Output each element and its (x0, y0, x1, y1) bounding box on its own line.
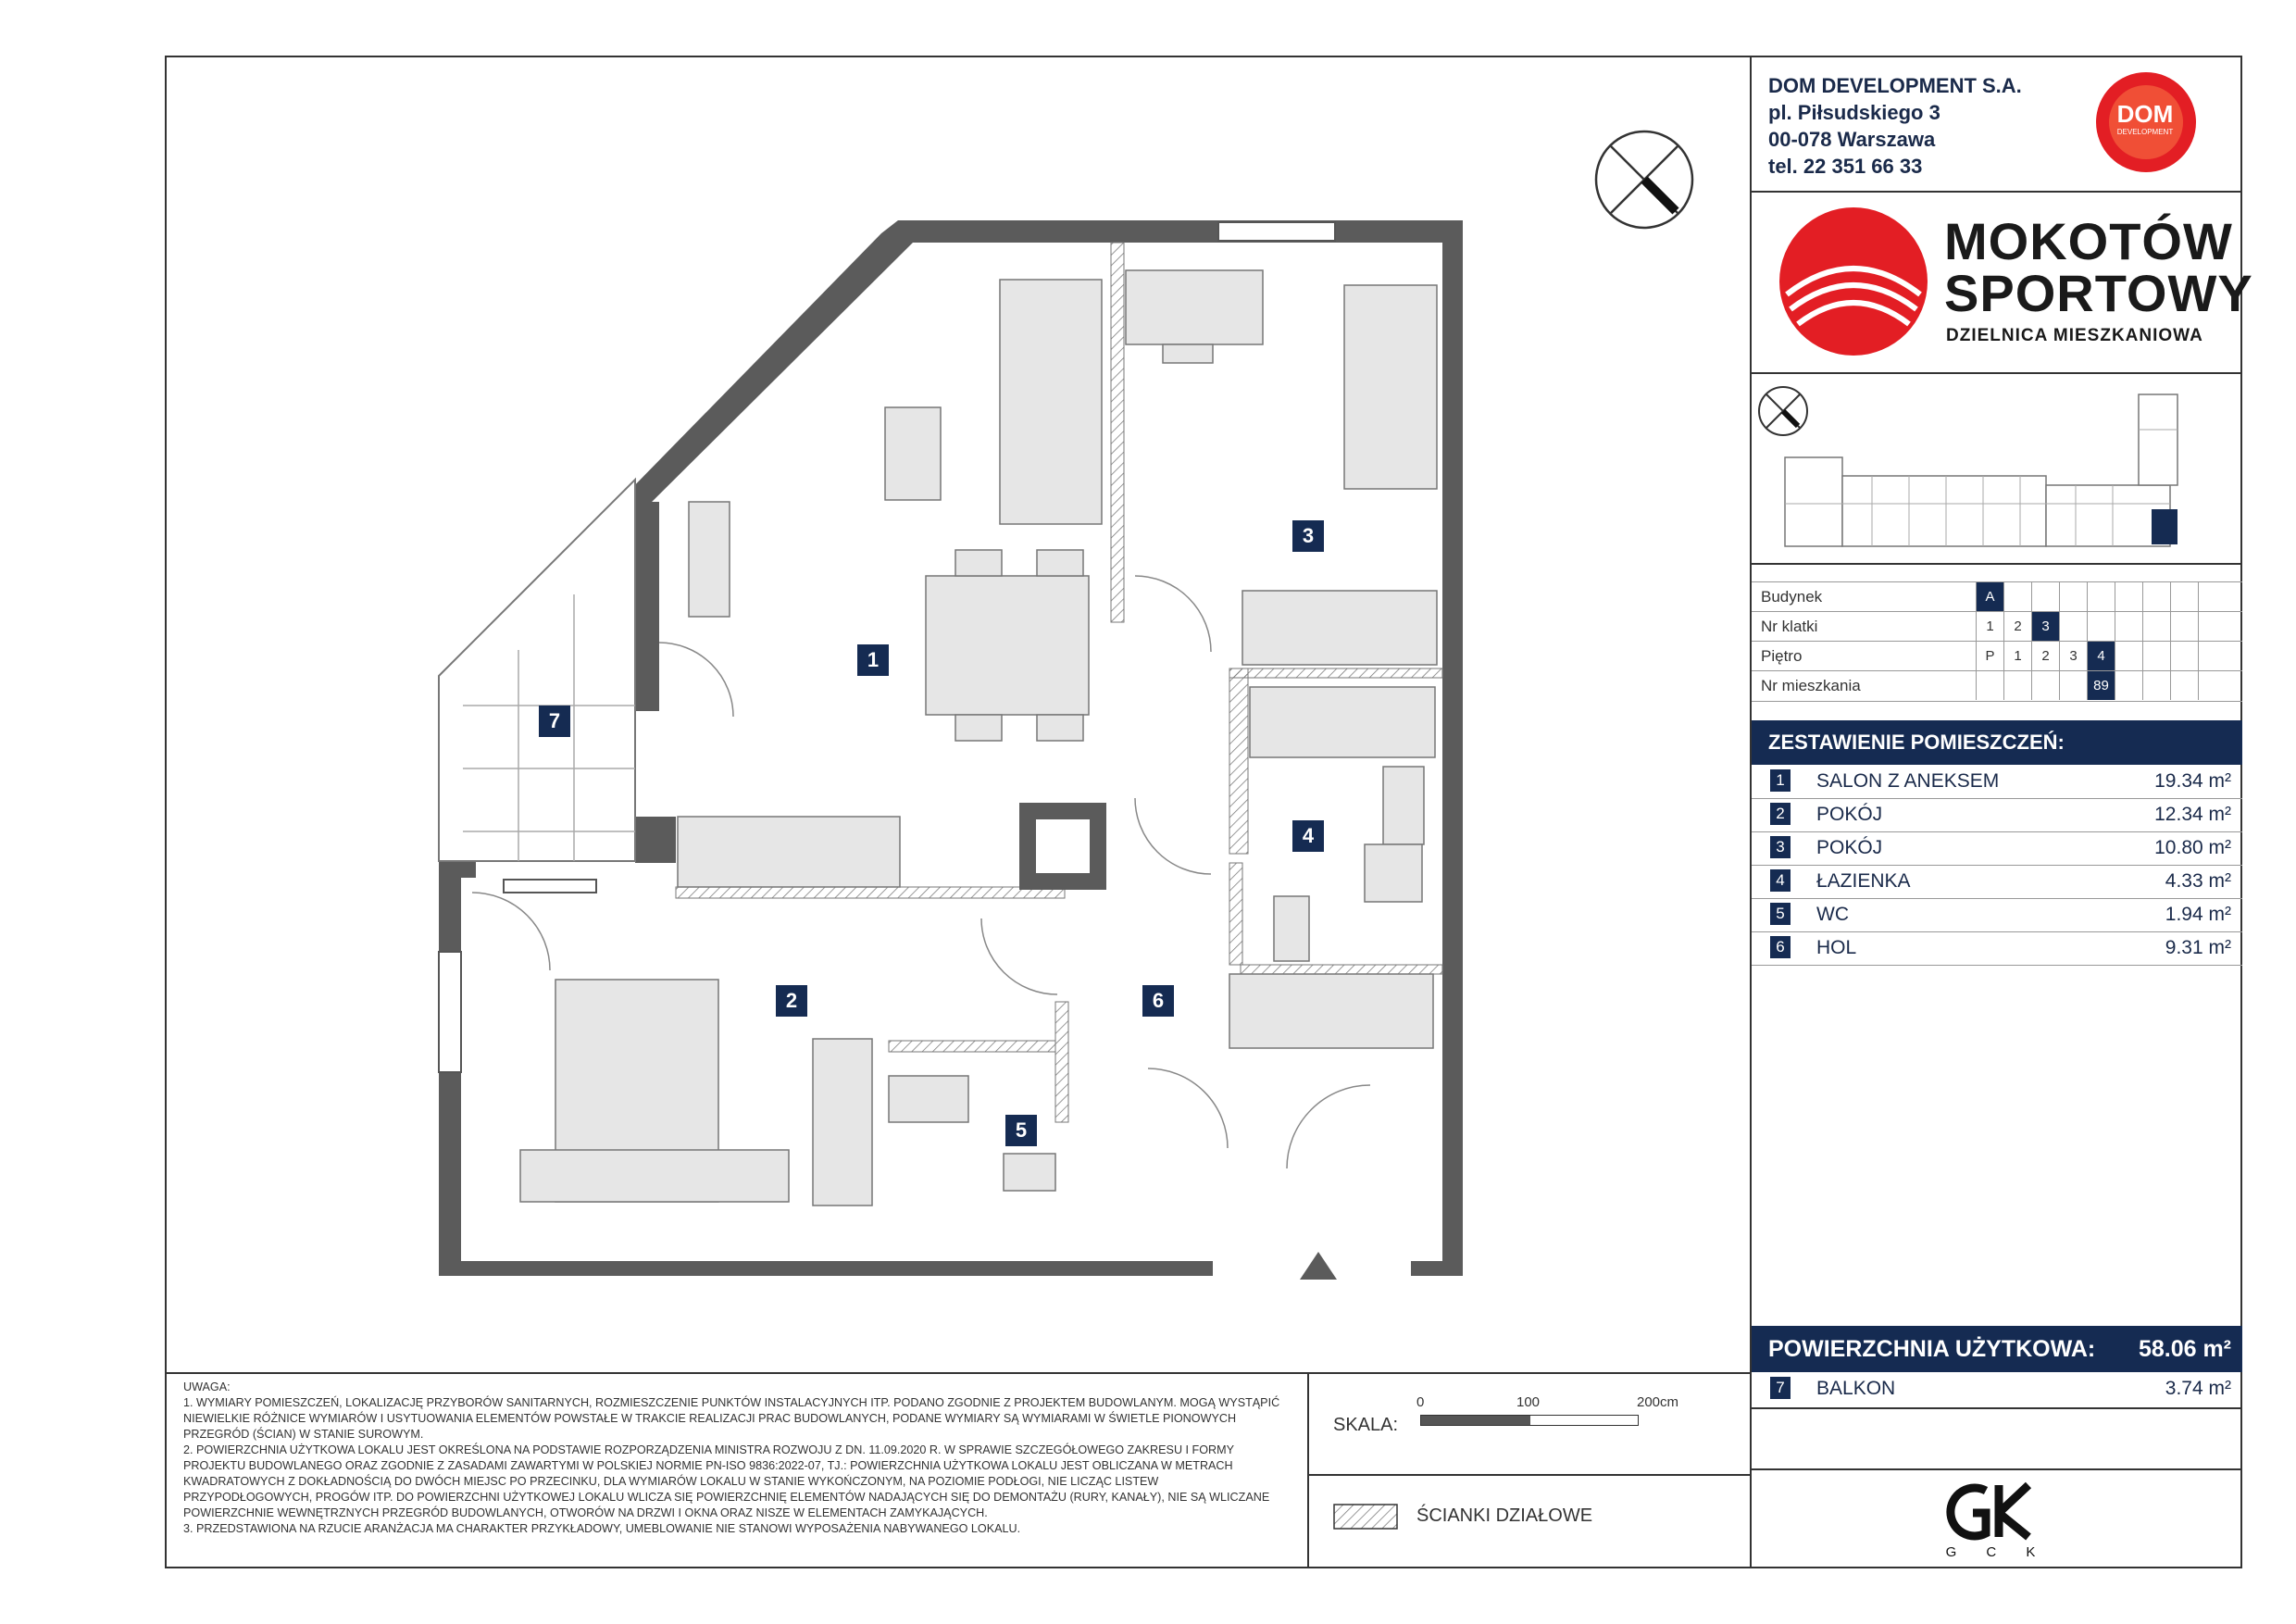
meta-cell: 3 (2031, 612, 2059, 641)
meta-cell-empty (2198, 642, 2226, 670)
meta-cell-empty (2087, 612, 2115, 641)
meta-label: Budynek (1761, 588, 1823, 606)
room-row (1752, 931, 2242, 966)
meta-cell-empty (2115, 612, 2142, 641)
scale-legend-panel (1307, 1372, 1752, 1568)
room-marker-7: 7 (539, 706, 570, 737)
meta-row-building (1752, 581, 2242, 612)
building-minimap (1752, 374, 2242, 565)
room-marker-4: 4 (1292, 820, 1324, 852)
company-name: DOM DEVELOPMENT S.A. (1768, 74, 2022, 97)
room-row (1752, 865, 2242, 899)
room-marker-2: 2 (776, 985, 807, 1017)
gck-letters: G C K (1945, 1544, 2049, 1560)
north-arrow-icon (1596, 131, 1692, 228)
building-key-plan (1752, 374, 2242, 563)
brand-line-1: MOKOTÓW (1944, 212, 2233, 270)
total-area-value: 58.06 m² (2138, 1336, 2231, 1362)
room-area: 19.34 m² (2154, 770, 2231, 792)
meta-cell-empty (1976, 671, 2003, 700)
room-number: 1 (1770, 769, 1791, 792)
entrance-arrow (1300, 1252, 1337, 1280)
scale-label: SKALA: (1333, 1415, 1399, 1435)
floor-plan (167, 57, 1750, 1372)
room-marker-6: 6 (1142, 985, 1174, 1017)
room-number: 4 (1770, 869, 1791, 892)
company-phone: tel. 22 351 66 33 (1768, 155, 1923, 178)
meta-cell-empty (2170, 671, 2198, 700)
meta-cell: 2 (2031, 642, 2059, 670)
balcony-row (1752, 1372, 2242, 1409)
balcony-area (439, 480, 635, 861)
company-address (1768, 72, 2022, 180)
room-name: POKÓJ (1816, 804, 1883, 825)
mokotow-sportowy-logo-icon (1778, 206, 1929, 357)
room-number: 7 (1770, 1377, 1791, 1399)
room-name: HOL (1816, 937, 1857, 958)
total-area-label: POWIERZCHNIA UŻYTKOWA: (1768, 1336, 2096, 1362)
meta-cell-empty (2170, 582, 2198, 611)
room-area: 9.31 m² (2165, 937, 2231, 958)
room-marker-5: 5 (1005, 1115, 1037, 1146)
brand-block (1752, 193, 2253, 374)
meta-cell-empty (2170, 642, 2198, 670)
total-area-bar (1752, 1326, 2242, 1372)
info-sidebar (1750, 57, 2253, 1567)
scale-tick-2: 200cm (1637, 1394, 1679, 1410)
meta-cell-empty (2003, 671, 2031, 700)
room-name: POKÓJ (1816, 837, 1883, 858)
room-area: 4.33 m² (2165, 870, 2231, 892)
gck-logo (1752, 1468, 2242, 1568)
meta-row-apartment (1752, 670, 2242, 702)
plan-sheet (165, 56, 2253, 1568)
meta-label: Nr klatki (1761, 618, 1818, 635)
meta-label: Nr mieszkania (1761, 677, 1861, 694)
room-row (1752, 831, 2242, 866)
gck-logo-icon (1941, 1480, 2053, 1544)
dom-logo (2090, 70, 2200, 174)
room-area: 10.80 m² (2154, 837, 2231, 858)
meta-row-staircase (1752, 611, 2242, 642)
meta-cell-empty (2142, 612, 2170, 641)
hatch-legend-icon (1333, 1504, 1398, 1530)
room-number: 5 (1770, 903, 1791, 925)
brand-line-2: SPORTOWY (1944, 264, 2253, 322)
meta-cell-empty (2198, 582, 2226, 611)
meta-cell-empty (2059, 671, 2087, 700)
meta-cell: 1 (1976, 612, 2003, 641)
note-item: 3. PRZEDSTAWIONA NA RZUCIE ARANŻACJA MA CHARAKTER PRZYKŁADOWY, UMEBLOWANIE NIE STANOWI WYPOSAŻENIA NABYWANEGO LOKALU. (183, 1522, 1021, 1535)
meta-cell: P (1976, 642, 2003, 670)
legend-label: ŚCIANKI DZIAŁOWE (1416, 1505, 1593, 1526)
brand-tagline: DZIELNICA MIESZKANIOWA (1946, 326, 2203, 345)
notes-title: UWAGA: (183, 1380, 231, 1393)
meta-cell-empty (2198, 671, 2226, 700)
room-marker-1: 1 (857, 644, 889, 676)
meta-cell-empty (2142, 671, 2170, 700)
room-area: 12.34 m² (2154, 804, 2231, 825)
meta-cell: 3 (2059, 642, 2087, 670)
meta-cell: 89 (2087, 671, 2115, 700)
rooms-header: ZESTAWIENIE POMIESZCZEŃ: (1752, 720, 2242, 765)
room-name: WC (1816, 904, 1849, 925)
floor-plan-drawing (167, 57, 1750, 1372)
meta-cell-empty (2031, 582, 2059, 611)
meta-cell-empty (2115, 642, 2142, 670)
room-row (1752, 765, 2242, 799)
notes-panel (167, 1372, 1307, 1568)
meta-cell-empty (2031, 671, 2059, 700)
meta-cell-empty (2003, 582, 2031, 611)
scale-bar (1420, 1415, 1639, 1426)
scale-tick-1: 100 (1516, 1394, 1541, 1410)
room-name: SALON Z ANEKSEM (1816, 770, 2000, 792)
company-block (1752, 57, 2242, 193)
scale-tick-0: 0 (1416, 1394, 1425, 1410)
meta-cell-empty (2198, 612, 2226, 641)
room-area: 1.94 m² (2165, 904, 2231, 925)
meta-cell: 1 (2003, 642, 2031, 670)
room-number: 6 (1770, 936, 1791, 958)
company-street: pl. Piłsudskiego 3 (1768, 101, 1940, 124)
room-row (1752, 898, 2242, 932)
room-row (1752, 798, 2242, 832)
meta-cell-empty (2115, 671, 2142, 700)
meta-cell: 4 (2087, 642, 2115, 670)
meta-row-floor (1752, 641, 2242, 671)
room-number: 2 (1770, 803, 1791, 825)
meta-cell-empty (2142, 582, 2170, 611)
meta-cell-empty (2059, 582, 2087, 611)
room-area: 3.74 m² (2165, 1378, 2231, 1399)
company-city: 00-078 Warszawa (1768, 128, 1936, 151)
note-item: 1. WYMIARY POMIESZCZEŃ, LOKALIZACJĘ PRZYBORÓW SANITARNYCH, ROZMIESZCZENIE PUNKTÓW INSTALACYJNYCH ITP. PODANO ZGODNIE Z PROJEKTEM BUDOWLANYM. MOGĄ WYSTĄPIĆ NIEWIELKIE RÓŻNICE WYMIARÓW I USYTUOWANIA ELEMENTÓW POWSTAŁE W TRAKCIE REALIZACJI PRAC BUDOWLANYCH, PODANE WYMIARY SĄ WYMIARAMI W ŚWIETLE PIONOWYCH PRZEGRÓD (ŚCIAN) W STANIE SUROWYM. (183, 1396, 1280, 1441)
meta-cell: A (1976, 582, 2003, 611)
dom-logo-text: DOM (2116, 100, 2174, 128)
meta-cell-empty (2115, 582, 2142, 611)
meta-cell-empty (2087, 582, 2115, 611)
room-number: 3 (1770, 836, 1791, 858)
furniture (520, 270, 1437, 1206)
meta-cell-empty (2142, 642, 2170, 670)
room-marker-3: 3 (1292, 520, 1324, 552)
meta-cell-empty (2059, 612, 2087, 641)
room-name: BALKON (1816, 1378, 1896, 1399)
meta-label: Piętro (1761, 647, 1803, 665)
dom-logo-subtext: DEVELOPMENT (2116, 128, 2174, 136)
note-item: 2. POWIERZCHNIA UŻYTKOWA LOKALU JEST OKREŚLONA NA PODSTAWIE ROZPORZĄDZENIA MINISTRA ROZWOJU Z DN. 11.09.2020 R. W SPRAWIE SZCZEGÓŁOWEGO ZAKRESU I FORMY PROJEKTU BUDOWLANEGO ORAZ ZGODNIE Z ZASADAMI ZAWARTYMI W POLSKIEJ NORMIE PN-ISO 9836:2022-07, TJ.: POWIERZCHNIA UŻYTKOWA LOKALU JEST OBLICZANA W METRACH KWADRATOWYCH Z DOKŁADNOŚCIĄ DO DWÓCH MIEJSC PO PRZECINKU, DLA WYMIARÓW LOKALU W STANIE WYKOŃCZONYM, NA POZIOMIE PODŁOGI, NIE LICZĄC LISTEW PRZYPODŁOGOWYCH, PROGÓW ITP. DO POWIERZCHNI UŻYTKOWEJ LOKALU WLICZA SIĘ POWIERZCHNIĘ ELEMENTÓW NADAJĄCYCH SIĘ DO DEMONTAŻU (RURY, KANAŁY), NIE SĄ WLICZANE POWIERZCHNIE WEWNĘTRZNYCH PRZEGRÓD BUDOWLANYCH, OTWORÓW NA DRZWI I OKNA ORAZ NISZE W ELEMENTACH ZAMYKAJĄCYCH. (183, 1443, 1270, 1519)
column (1028, 811, 1098, 881)
meta-cell: 2 (2003, 612, 2031, 641)
room-name: ŁAZIENKA (1816, 870, 1911, 892)
meta-cell-empty (2170, 612, 2198, 641)
